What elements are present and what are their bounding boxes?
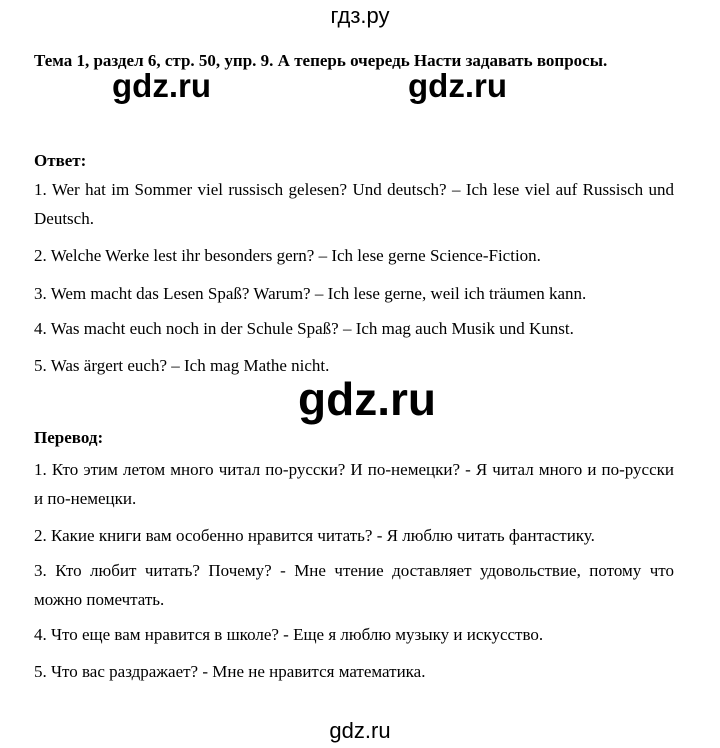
translation-item-1: 1. Кто этим летом много читал по-русски? И по-немецки? - Я читал много и по-русски и по-немецки. bbox=[34, 460, 674, 508]
site-header: гдз.ру bbox=[330, 3, 390, 28]
watermark-logo: gdz.ru bbox=[112, 67, 211, 104]
answer-item-2: 2. Welche Werke lest ihr besonders gern? – Ich lese gerne Science-Fiction. bbox=[34, 246, 541, 265]
answer-item-3: 3. Wem macht das Lesen Spaß? Warum? – Ich lese gerne, weil ich träumen kann. bbox=[34, 284, 587, 303]
translation-item-4: 4. Что еще вам нравится в школе? - Еще я люблю музыку и искусство. bbox=[34, 625, 544, 644]
exercise-title: Тема 1, раздел 6, стр. 50, упр. 9. А теперь очередь Насти задавать вопросы. bbox=[34, 51, 608, 70]
watermark-logo-large: gdz.ru bbox=[298, 373, 436, 425]
watermark-logo: gdz.ru bbox=[408, 67, 507, 104]
translation-item-5: 5. Что вас раздражает? - Мне не нравится математика. bbox=[34, 662, 426, 681]
translation-item-3: 3. Кто любит читать? Почему? - Мне чтение доставляет удовольствие, потому что можно помечтать. bbox=[34, 561, 674, 609]
translation-heading: Перевод: bbox=[34, 428, 104, 447]
answer-heading: Ответ: bbox=[34, 151, 87, 170]
answer-item-5: 5. Was ärgert euch? – Ich mag Mathe nicht. bbox=[34, 356, 330, 375]
site-footer: gdz.ru bbox=[329, 718, 391, 743]
answer-item-1: 1. Wer hat im Sommer viel russisch gelesen? Und deutsch? – Ich lese viel auf Russisch und Deutsch. bbox=[34, 180, 674, 228]
translation-item-2: 2. Какие книги вам особенно нравится читать? - Я люблю читать фантастику. bbox=[34, 526, 595, 545]
answer-item-4: 4. Was macht euch noch in der Schule Spaß? – Ich mag auch Musik und Kunst. bbox=[34, 319, 574, 338]
